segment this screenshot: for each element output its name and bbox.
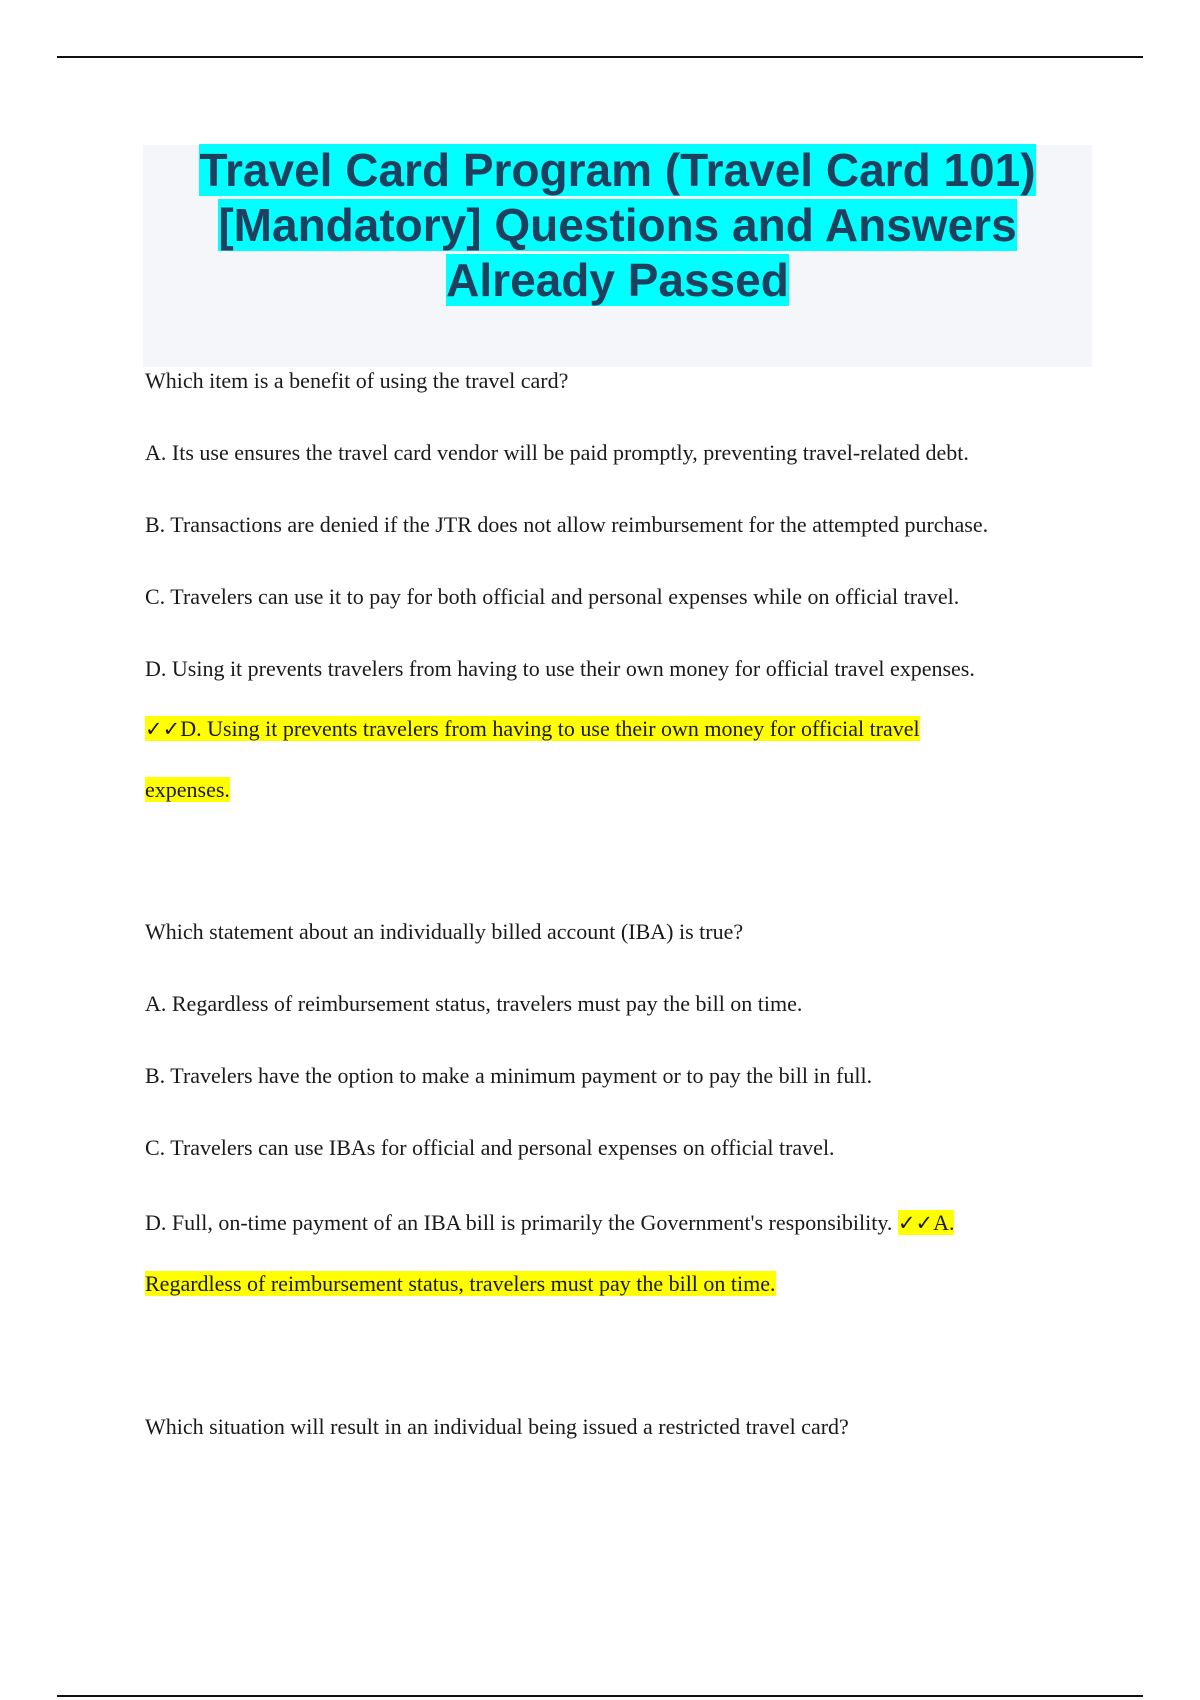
double-check-icon: ✓✓: [897, 1211, 934, 1235]
question-1-option-a: A. Its use ensures the travel card vendor will be paid promptly, preventing travel-related debt.: [145, 440, 969, 465]
document-title: [143, 143, 1092, 308]
question-1-option-d: D. Using it prevents travelers from having to use their own money for official travel expenses.: [145, 656, 975, 681]
title-line-2: [Mandatory] Questions and Answers: [218, 199, 1017, 251]
double-check-icon: ✓✓: [145, 717, 181, 741]
bottom-rule: [57, 1695, 1143, 1697]
question-3-text: Which situation will result in an individual being issued a restricted travel card?: [145, 1414, 849, 1439]
question-1-option-b: B. Transactions are denied if the JTR does not allow reimbursement for the attempted purchase.: [145, 512, 989, 537]
question-2-answer-line-2: Regardless of reimbursement status, travelers must pay the bill on time.: [145, 1271, 776, 1296]
question-2-text: Which statement about an individually billed account (IBA) is true?: [145, 919, 744, 944]
question-2-answer-line-1: A.: [933, 1210, 955, 1235]
title-line-3: Already Passed: [446, 254, 789, 306]
question-1-answer-line-1: D. Using it prevents travelers from having to use their own money for official travel: [180, 716, 920, 741]
title-line-1: Travel Card Program (Travel Card 101): [199, 144, 1036, 196]
question-1-answer: [145, 715, 920, 743]
question-1-option-c: C. Travelers can use it to pay for both official and personal expenses while on official travel.: [145, 584, 960, 609]
question-2-answer-highlight: [898, 1210, 955, 1235]
question-1-answer-highlight: [145, 716, 920, 741]
question-2-option-a: A. Regardless of reimbursement status, travelers must pay the bill on time.: [145, 991, 803, 1016]
question-2-option-c: C. Travelers can use IBAs for official and personal expenses on official travel.: [145, 1135, 835, 1160]
question-1-answer-continued: [145, 776, 230, 804]
question-1-answer-line-2: expenses.: [145, 777, 230, 802]
question-1-text: Which item is a benefit of using the travel card?: [145, 368, 569, 393]
question-2-answer: [145, 1270, 776, 1298]
question-2-option-d-text: D. Full, on-time payment of an IBA bill is primarily the Government's responsibility.: [145, 1210, 893, 1235]
top-rule: [57, 56, 1143, 58]
question-2-option-d: [145, 1209, 954, 1237]
question-2-option-b: B. Travelers have the option to make a minimum payment or to pay the bill in full.: [145, 1063, 873, 1088]
